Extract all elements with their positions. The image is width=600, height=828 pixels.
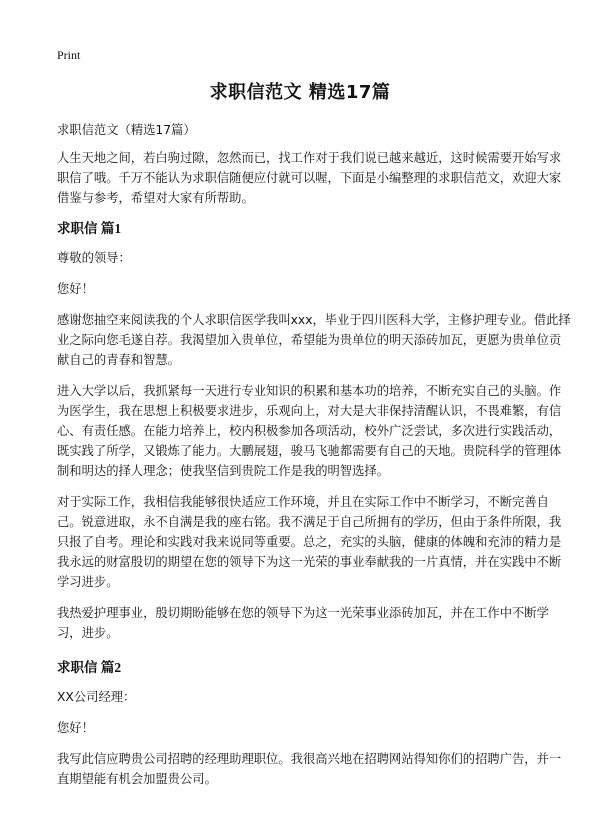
body-paragraph: 进入大学以后，我抓紧每一天进行专业知识的积累和基本功的培养，不断充实自己的头脑。作为医学生，我在思想上积极要求进步，乐观向上，对大是大非保持清醒认识，不畏难繁，有信心、有责任感。在能力培养上，校内积极参加各项活动，校外广泛尝试，多次进行实践活动，既实践了所学，又锻炼了能力。大鹏展翅，骏马飞驰都需要有自己的天地。贵院科学的管理体制和明达的择人理念；使我坚信到贵院工作是我的明智选择。	[57, 384, 562, 478]
section-heading: 求职信 篇1	[57, 221, 122, 236]
body-paragraph: 对于实际工作，我相信我能够很快适应工作环境，并且在实际工作中不断学习，不断完善自己。锐意进取，永不自满是我的座右铭。我不满足于自己所拥有的学历，但由于条件所限，我只报了自考。理论和实践对我来说同等重要。总之，充实的头脑，健康的体魄和充沛的精力是我永远的财富殷切的期望在您的领导下为这一光荣的事业奉献我的一片真情，并在实践中不断学习进步。	[57, 495, 562, 589]
page-title: 求职信范文 精选17篇	[209, 82, 391, 103]
section-heading: 求职信 篇2	[57, 660, 122, 675]
salutation: XX公司经理：	[57, 690, 136, 704]
body-paragraph: 我热爱护理事业，殷切期盼能够在您的领导下为这一光荣事业添砖加瓦，并在工作中不断学习，进步。	[57, 606, 549, 640]
intro-paragraph: 人生天地之间，若白驹过隙，忽然而已，找工作对于我们说已越来越近，这时候需要开始写求职信了哦。千万不能认为求职信随便应付就可以喔，下面是小编整理的求职信范文，欢迎大家借鉴与参考，希望对大家有所帮助。	[57, 151, 562, 205]
document-body	[57, 120, 572, 800]
document-subtitle: 求职信范文（精选17篇）	[57, 123, 196, 137]
body-paragraph: 感谢您抽空来阅读我的个人求职信医学我叫xxx，毕业于四川医科大学，主修护理专业。借此择业之际向您毛遂自荐。我渴望加入贵单位，希望能为贵单位的明天添砖加瓦，更愿为贵单位贡献自己的青春和智慧。	[57, 313, 571, 367]
greeting: 您好！	[57, 721, 94, 735]
print-link[interactable]: Print	[57, 48, 81, 62]
greeting: 您好！	[57, 282, 94, 296]
salutation: 尊敬的领导：	[57, 251, 131, 265]
body-paragraph: 我写此信应聘贵公司招聘的经理助理职位。我很高兴地在招聘网站得知你们的招聘广告，并一直期望能有机会加盟贵公司。	[57, 752, 562, 786]
